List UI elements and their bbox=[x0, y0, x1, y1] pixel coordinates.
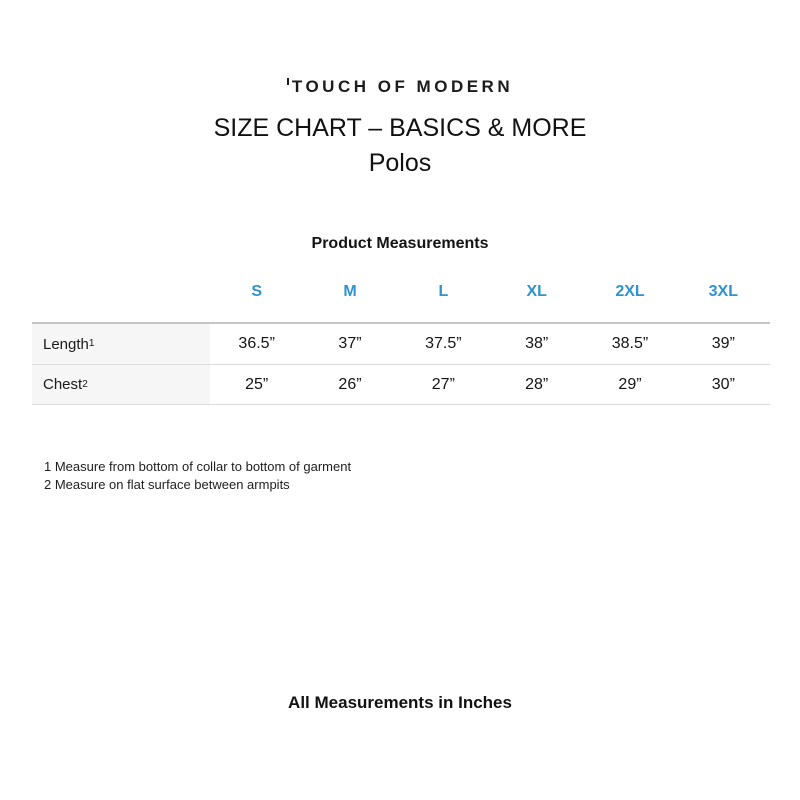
measurement-value: 39” bbox=[711, 335, 735, 352]
row-label-length: Length 1 bbox=[32, 324, 210, 364]
table-caption: Product Measurements bbox=[311, 235, 489, 252]
footnote-length: 1 Measure from bottom of collar to bottom of garment bbox=[44, 459, 352, 474]
row-label-text: Length bbox=[43, 335, 89, 353]
measurement-value: 27” bbox=[431, 375, 455, 393]
row-label-text: Chest bbox=[43, 376, 83, 393]
measurement-value: 37.5” bbox=[425, 335, 462, 352]
brand-logo bbox=[0, 77, 800, 97]
measurements-table bbox=[32, 280, 770, 405]
brand-logo-text: TOUCH OF MODERN bbox=[291, 77, 514, 96]
table-row-length bbox=[32, 322, 770, 365]
size-header-spacer bbox=[32, 280, 210, 304]
size-header-2xl: 2XL bbox=[615, 283, 645, 300]
size-header-s: S bbox=[251, 283, 262, 300]
measurement-value: 38.5” bbox=[611, 335, 649, 352]
footer-note: All Measurements in Inches bbox=[288, 693, 512, 712]
page-title: SIZE CHART – BASICS & MORE bbox=[213, 114, 587, 142]
measurement-value: 30” bbox=[711, 375, 735, 393]
size-header-l: L bbox=[438, 283, 449, 300]
size-header-3xl: 3XL bbox=[708, 283, 738, 300]
footnote-chest: 2 Measure on flat surface between armpits bbox=[44, 477, 290, 492]
measurement-value: 26” bbox=[338, 375, 362, 393]
footnotes bbox=[44, 458, 351, 494]
page-subtitle: Polos bbox=[368, 149, 432, 177]
table-row-chest bbox=[32, 365, 770, 405]
size-header-m: M bbox=[343, 283, 357, 300]
size-header-xl: XL bbox=[526, 283, 547, 300]
size-header-row bbox=[32, 280, 770, 304]
measurement-value: 38” bbox=[525, 335, 549, 352]
row-label-chest: Chest 2 bbox=[32, 365, 210, 404]
logo-mark-icon bbox=[287, 78, 289, 85]
measurement-value: 37” bbox=[338, 335, 362, 352]
measurement-value: 28” bbox=[525, 375, 549, 393]
measurement-value: 25” bbox=[245, 375, 269, 393]
measurement-value: 36.5” bbox=[238, 335, 275, 352]
measurement-value: 29” bbox=[618, 375, 642, 393]
